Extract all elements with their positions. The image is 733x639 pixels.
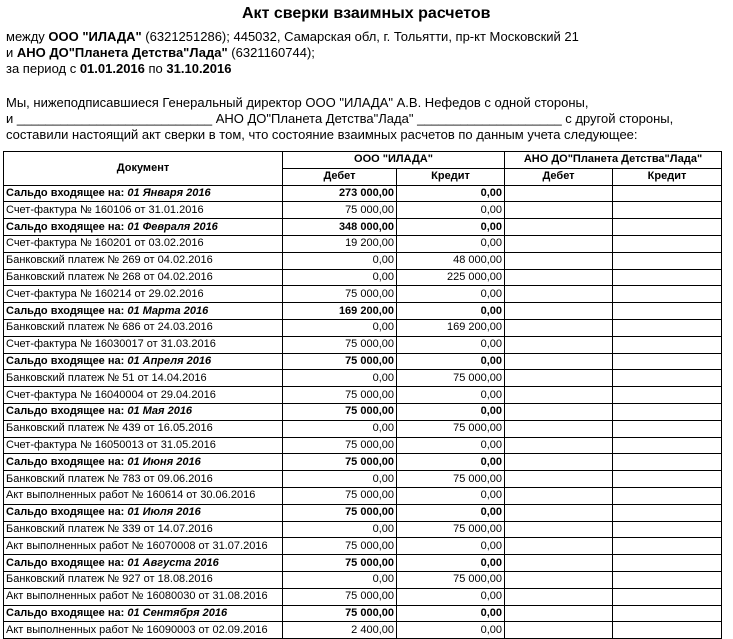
party2-debit-cell [505, 387, 613, 404]
party1-credit-cell: 0,00 [397, 555, 505, 572]
party1-credit-cell: 0,00 [397, 202, 505, 219]
saldo-row [4, 185, 722, 202]
document-cell [4, 605, 283, 622]
party2-debit-cell [505, 235, 613, 252]
party1-debit-cell: 75 000,00 [283, 353, 397, 370]
party1-credit-cell: 0,00 [397, 403, 505, 420]
table-row [4, 336, 722, 353]
party2-debit-cell [505, 555, 613, 572]
saldo-row [4, 555, 722, 572]
party1-debit-cell: 75 000,00 [283, 605, 397, 622]
document-cell [4, 555, 283, 572]
saldo-prefix: Сальдо входящее на: [6, 220, 128, 233]
party2-debit-cell [505, 252, 613, 269]
party1-debit-cell: 0,00 [283, 252, 397, 269]
party2-debit-cell [505, 420, 613, 437]
party2-debit-cell [505, 471, 613, 488]
saldo-prefix: Сальдо входящее на: [6, 405, 128, 418]
saldo-date: 01 Января 2016 [127, 186, 211, 199]
saldo-prefix: Сальдо входящее на: [6, 304, 128, 317]
document-cell [4, 454, 283, 471]
party2-debit-cell [505, 202, 613, 219]
party1-credit-cell: 0,00 [397, 219, 505, 236]
table-row [4, 319, 722, 336]
table-row [4, 571, 722, 588]
party1-credit-cell: 0,00 [397, 387, 505, 404]
party2-debit-cell [505, 437, 613, 454]
saldo-date: 01 Мая 2016 [127, 405, 193, 418]
table-row [4, 252, 722, 269]
party1-debit-cell: 19 200,00 [283, 235, 397, 252]
party1-debit-cell: 75 000,00 [283, 403, 397, 420]
party2-credit-cell [613, 185, 722, 202]
document-cell [4, 303, 283, 320]
party2-credit-cell [613, 219, 722, 236]
party1-debit-cell: 75 000,00 [283, 286, 397, 303]
party2-credit-cell [613, 622, 722, 639]
table-header-row-1 [4, 152, 722, 169]
table-row [4, 420, 722, 437]
document-cell: Счет-фактура № 160201 от 03.02.2016 [4, 235, 283, 252]
party1-debit-cell: 75 000,00 [283, 454, 397, 471]
document-cell [4, 353, 283, 370]
party2-credit-cell [613, 403, 722, 420]
party2-credit-cell [613, 252, 722, 269]
party2-credit-cell [613, 605, 722, 622]
party1-credit-cell: 0,00 [397, 454, 505, 471]
table-row [4, 437, 722, 454]
table-row [4, 487, 722, 504]
party1-credit-cell: 48 000,00 [397, 252, 505, 269]
party2-credit-cell [613, 454, 722, 471]
party1-credit-cell: 0,00 [397, 353, 505, 370]
document-cell: Акт выполненных работ № 16080030 от 31.08.2016 [4, 588, 283, 605]
saldo-row [4, 504, 722, 521]
document-cell: Банковский платеж № 269 от 04.02.2016 [4, 252, 283, 269]
party2-debit-cell [505, 521, 613, 538]
table-row [4, 538, 722, 555]
party2-credit-cell [613, 269, 722, 286]
party1-credit-cell: 75 000,00 [397, 420, 505, 437]
saldo-date: 01 Марта 2016 [127, 304, 209, 317]
header-party2-debit: Дебет [505, 168, 613, 185]
document-cell [4, 403, 283, 420]
saldo-prefix: Сальдо входящее на: [6, 556, 128, 569]
party1-debit-cell: 75 000,00 [283, 336, 397, 353]
party2-details: (6321160744); [227, 45, 315, 60]
party1-debit-cell: 2 400,00 [283, 622, 397, 639]
document-cell [4, 185, 283, 202]
table-row [4, 471, 722, 488]
document-cell: Банковский платеж № 686 от 24.03.2016 [4, 319, 283, 336]
period-line [6, 61, 231, 77]
party1-credit-cell: 0,00 [397, 185, 505, 202]
party2-debit-cell [505, 336, 613, 353]
party1-debit-cell: 75 000,00 [283, 538, 397, 555]
party1-debit-cell: 75 000,00 [283, 487, 397, 504]
party1-debit-cell: 0,00 [283, 571, 397, 588]
table-row [4, 286, 722, 303]
table-body [4, 185, 722, 639]
saldo-date: 01 Апреля 2016 [127, 354, 212, 367]
document-cell: Банковский платеж № 268 от 04.02.2016 [4, 269, 283, 286]
party1-credit-cell: 0,00 [397, 622, 505, 639]
saldo-prefix: Сальдо входящее на: [6, 606, 128, 619]
header-party2: АНО ДО"Планета Детства"Лада" [505, 152, 722, 169]
table-row [4, 269, 722, 286]
saldo-row [4, 403, 722, 420]
reconciliation-table [3, 151, 722, 639]
party2-name: АНО ДО"Планета Детства"Лада" [16, 45, 228, 60]
party2-debit-cell [505, 403, 613, 420]
document-cell [4, 504, 283, 521]
party2-debit-cell [505, 269, 613, 286]
document-cell: Акт выполненных работ № 16070008 от 31.07.2016 [4, 538, 283, 555]
party1-debit-cell: 0,00 [283, 370, 397, 387]
party2-credit-cell [613, 387, 722, 404]
period-from: 01.01.2016 [79, 61, 145, 76]
party1-credit-cell: 75 000,00 [397, 471, 505, 488]
party2-credit-cell [613, 538, 722, 555]
period-mid: по [144, 61, 167, 76]
saldo-date: 01 Сентября 2016 [127, 606, 228, 619]
saldo-row [4, 353, 722, 370]
party2-credit-cell [613, 202, 722, 219]
intro-line-2: и ___________________________ АНО ДО"Планета Детства"Лада" ____________________ с другой стороны, [6, 111, 674, 126]
party1-credit-cell: 0,00 [397, 487, 505, 504]
document-cell: Акт выполненных работ № 16090003 от 02.09.2016 [4, 622, 283, 639]
party2-debit-cell [505, 303, 613, 320]
period-prefix: за период с [6, 61, 80, 76]
party1-debit-cell: 75 000,00 [283, 437, 397, 454]
title-text: Акт сверки взаимных расчетов [242, 5, 491, 22]
document-cell: Счет-фактура № 16030017 от 31.03.2016 [4, 336, 283, 353]
document-cell: Банковский платеж № 783 от 09.06.2016 [4, 471, 283, 488]
party2-prefix: и [6, 45, 17, 60]
party2-line [6, 45, 315, 61]
table-row [4, 235, 722, 252]
saldo-row [4, 303, 722, 320]
party1-details: (6321251286); 445032, Самарская обл, г. Тольятти, пр-кт Московский 21 [141, 29, 579, 44]
party1-credit-cell: 75 000,00 [397, 571, 505, 588]
party2-credit-cell [613, 487, 722, 504]
party2-credit-cell [613, 471, 722, 488]
saldo-prefix: Сальдо входящее на: [6, 455, 128, 468]
document-cell: Счет-фактура № 16050013 от 31.05.2016 [4, 437, 283, 454]
party1-credit-cell: 169 200,00 [397, 319, 505, 336]
party1-debit-cell: 75 000,00 [283, 387, 397, 404]
party2-credit-cell [613, 588, 722, 605]
party2-debit-cell [505, 454, 613, 471]
saldo-row [4, 219, 722, 236]
party1-credit-cell: 0,00 [397, 235, 505, 252]
party1-credit-cell: 0,00 [397, 588, 505, 605]
party2-credit-cell [613, 521, 722, 538]
header-party1-credit: Кредит [397, 168, 505, 185]
header-party1: ООО "ИЛАДА" [283, 152, 505, 169]
party2-credit-cell [613, 303, 722, 320]
saldo-date: 01 Июня 2016 [127, 455, 201, 468]
party2-debit-cell [505, 286, 613, 303]
party1-credit-cell: 0,00 [397, 504, 505, 521]
party2-debit-cell [505, 353, 613, 370]
party2-credit-cell [613, 555, 722, 572]
party1-debit-cell: 0,00 [283, 471, 397, 488]
party1-debit-cell: 75 000,00 [283, 504, 397, 521]
party2-credit-cell [613, 286, 722, 303]
party1-credit-cell: 0,00 [397, 605, 505, 622]
party1-line [6, 29, 579, 45]
party1-debit-cell: 0,00 [283, 521, 397, 538]
party1-debit-cell: 0,00 [283, 269, 397, 286]
header-party1-debit: Дебет [283, 168, 397, 185]
party1-debit-cell: 75 000,00 [283, 555, 397, 572]
party2-debit-cell [505, 538, 613, 555]
party2-debit-cell [505, 571, 613, 588]
party1-debit-cell: 0,00 [283, 319, 397, 336]
saldo-row [4, 454, 722, 471]
intro-line-3: составили настоящий акт сверки в том, что состояние взаимных расчетов по данным учета следующее: [6, 127, 638, 142]
party2-debit-cell [505, 605, 613, 622]
party1-credit-cell: 0,00 [397, 286, 505, 303]
period-to: 31.10.2016 [166, 61, 232, 76]
party2-debit-cell [505, 487, 613, 504]
party2-credit-cell [613, 504, 722, 521]
party2-credit-cell [613, 437, 722, 454]
party1-credit-cell: 0,00 [397, 437, 505, 454]
party2-credit-cell [613, 235, 722, 252]
party2-debit-cell [505, 370, 613, 387]
document-cell: Счет-фактура № 160106 от 31.01.2016 [4, 202, 283, 219]
party1-debit-cell: 75 000,00 [283, 202, 397, 219]
party2-credit-cell [613, 370, 722, 387]
party2-credit-cell [613, 353, 722, 370]
saldo-prefix: Сальдо входящее на: [6, 354, 128, 367]
document-cell: Банковский платеж № 439 от 16.05.2016 [4, 420, 283, 437]
party1-credit-cell: 0,00 [397, 538, 505, 555]
table-row [4, 387, 722, 404]
party1-credit-cell: 0,00 [397, 303, 505, 320]
party2-credit-cell [613, 336, 722, 353]
party1-debit-cell: 348 000,00 [283, 219, 397, 236]
document-cell [4, 219, 283, 236]
table-row [4, 370, 722, 387]
party2-debit-cell [505, 622, 613, 639]
saldo-prefix: Сальдо входящее на: [6, 186, 128, 199]
table-row [4, 521, 722, 538]
document-cell: Банковский платеж № 339 от 14.07.2016 [4, 521, 283, 538]
saldo-row [4, 605, 722, 622]
party1-credit-cell: 75 000,00 [397, 521, 505, 538]
party2-credit-cell [613, 319, 722, 336]
party1-name: ООО "ИЛАДА" [48, 29, 142, 44]
party2-debit-cell [505, 588, 613, 605]
party1-credit-cell: 75 000,00 [397, 370, 505, 387]
header-document: Документ [4, 152, 283, 186]
intro-line-1: Мы, нижеподписавшиеся Генеральный директор ООО "ИЛАДА" А.В. Нефедов с одной стороны, [6, 95, 589, 110]
document-cell: Счет-фактура № 16040004 от 29.04.2016 [4, 387, 283, 404]
party1-credit-cell: 225 000,00 [397, 269, 505, 286]
party2-credit-cell [613, 571, 722, 588]
header-party2-credit: Кредит [613, 168, 722, 185]
party2-debit-cell [505, 504, 613, 521]
party1-debit-cell: 169 200,00 [283, 303, 397, 320]
saldo-date: 01 Августа 2016 [127, 556, 219, 569]
saldo-date: 01 Июля 2016 [127, 506, 201, 519]
table-row [4, 588, 722, 605]
party1-debit-cell: 273 000,00 [283, 185, 397, 202]
party2-debit-cell [505, 319, 613, 336]
party2-debit-cell [505, 219, 613, 236]
party2-debit-cell [505, 185, 613, 202]
party2-credit-cell [613, 420, 722, 437]
party1-debit-cell: 75 000,00 [283, 588, 397, 605]
party1-prefix: между [6, 29, 49, 44]
table-row [4, 622, 722, 639]
document-cell: Акт выполненных работ № 160614 от 30.06.2016 [4, 487, 283, 504]
saldo-prefix: Сальдо входящее на: [6, 506, 128, 519]
document-cell: Банковский платеж № 927 от 18.08.2016 [4, 571, 283, 588]
document-cell: Счет-фактура № 160214 от 29.02.2016 [4, 286, 283, 303]
table-row [4, 202, 722, 219]
saldo-date: 01 Февраля 2016 [127, 220, 218, 233]
party1-debit-cell: 0,00 [283, 420, 397, 437]
document-title [0, 5, 733, 23]
party1-credit-cell: 0,00 [397, 336, 505, 353]
document-cell: Банковский платеж № 51 от 14.04.2016 [4, 370, 283, 387]
